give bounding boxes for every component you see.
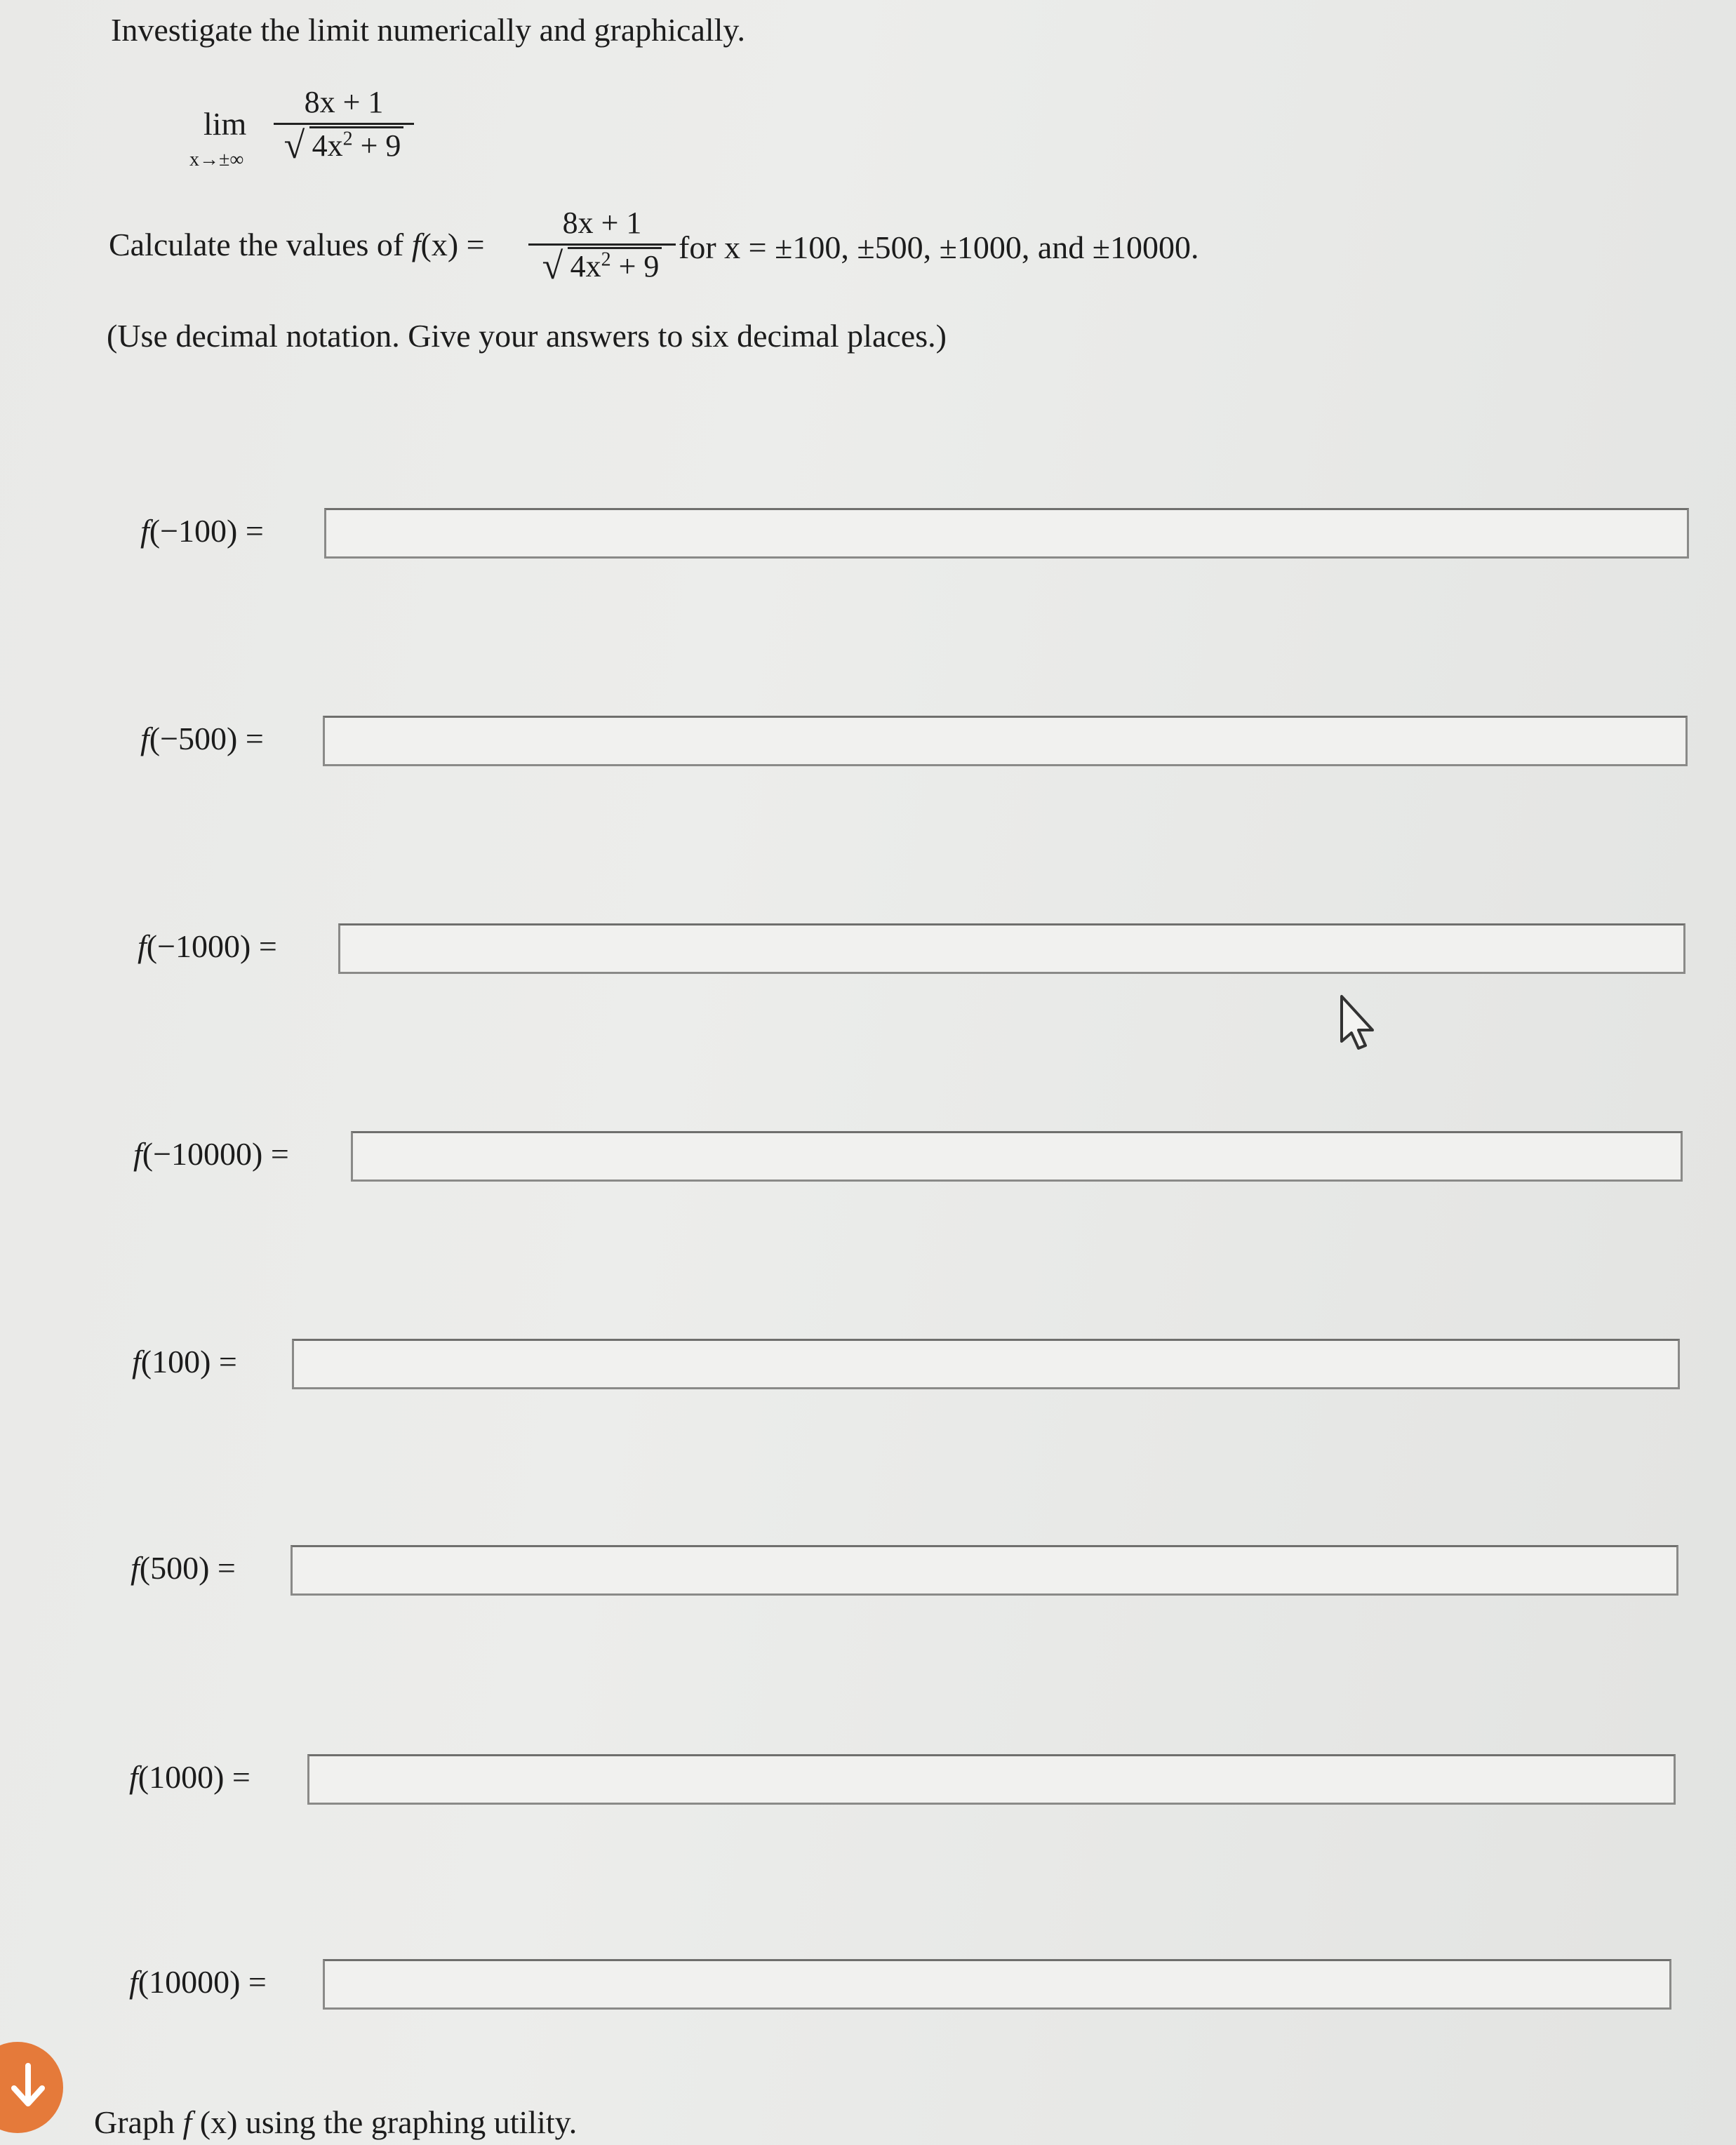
answer-input-500[interactable]	[291, 1545, 1678, 1596]
radicand-tail: + 9	[352, 128, 401, 163]
answer-input-100[interactable]	[292, 1339, 1680, 1389]
sqrt-symbol	[542, 245, 662, 287]
radicand-base: 4x	[312, 128, 343, 163]
answer-row-neg500	[140, 716, 1691, 772]
answer-input-neg10000[interactable]	[351, 1131, 1683, 1182]
radicand-exponent: 2	[601, 248, 611, 271]
answer-row-neg100	[140, 508, 1691, 564]
f-symbol: f	[140, 513, 149, 549]
calc-denominator	[528, 245, 676, 287]
f-symbol: f	[138, 928, 147, 964]
answer-input-neg1000[interactable]	[338, 923, 1685, 974]
answer-input-neg500[interactable]	[323, 716, 1688, 766]
answer-label	[132, 1343, 237, 1380]
mouse-pointer-icon	[1335, 992, 1391, 1062]
lim-word: lim	[203, 106, 247, 142]
lim-subscript: x→±∞	[189, 149, 244, 171]
answer-row-neg10000	[133, 1131, 1684, 1187]
graph-suffix: (x) using the graphing utility.	[192, 2104, 577, 2140]
answer-label-text: (−1000) =	[146, 928, 277, 964]
answer-row-neg1000	[138, 923, 1688, 980]
answer-label	[140, 720, 264, 757]
question-heading: Investigate the limit numerically and graphically.	[111, 12, 745, 48]
fx-arg: (x) =	[420, 227, 485, 262]
limit-expression	[189, 84, 421, 189]
f-symbol: f	[129, 1964, 138, 2000]
answer-label-text: (−500) =	[149, 721, 264, 756]
radical-sign-icon: √	[542, 245, 563, 287]
calc-prefix: Calculate the values of	[109, 227, 412, 262]
limit-denominator	[274, 124, 414, 166]
answer-label-text: (10000) =	[138, 1964, 267, 2000]
radicand-base: 4x	[570, 249, 601, 283]
answer-input-neg100[interactable]	[324, 508, 1689, 559]
calc-fraction	[528, 205, 676, 287]
answer-row-1000	[129, 1754, 1680, 1810]
answer-label-text: (−10000) =	[142, 1136, 289, 1172]
answer-label	[131, 1549, 236, 1586]
answer-label	[129, 1758, 251, 1796]
calc-prefix-line	[109, 226, 485, 263]
radicand-tail: + 9	[610, 249, 660, 283]
sqrt-symbol	[283, 124, 404, 166]
f-symbol: f	[129, 1759, 138, 1795]
f-symbol: f	[140, 721, 149, 756]
limit-numerator: 8x + 1	[304, 85, 384, 119]
answer-row-10000	[129, 1959, 1680, 2015]
answer-label-text: (500) =	[139, 1550, 236, 1586]
answer-row-100	[132, 1339, 1683, 1395]
answer-label	[140, 512, 264, 549]
f-symbol: f	[131, 1550, 140, 1586]
download-badge[interactable]	[0, 2042, 63, 2133]
f-symbol: f	[133, 1136, 142, 1172]
radical-sign-icon: √	[283, 124, 305, 166]
answer-label-text: (−100) =	[149, 513, 264, 549]
f-symbol: f	[182, 2104, 192, 2140]
decimal-note: (Use decimal notation. Give your answers to six decimal places.)	[107, 318, 947, 354]
answer-input-1000[interactable]	[307, 1754, 1676, 1805]
f-symbol: f	[132, 1344, 141, 1379]
answer-label	[138, 928, 277, 965]
radicand-exponent: 2	[342, 128, 353, 150]
arrow-down-icon	[7, 2062, 49, 2111]
answer-label	[129, 1963, 267, 2000]
answer-label-text: (100) =	[140, 1344, 237, 1379]
graph-prefix: Graph	[94, 2104, 183, 2140]
f-symbol: f	[411, 227, 421, 262]
answer-label	[133, 1135, 289, 1172]
calc-numerator: 8x + 1	[562, 206, 642, 240]
limit-fraction	[274, 84, 414, 166]
graph-instruction	[94, 2104, 577, 2141]
calc-instruction	[109, 205, 1652, 310]
answer-row-500	[131, 1545, 1681, 1601]
calc-suffix: for x = ±100, ±500, ±1000, and ±10000.	[679, 229, 1199, 265]
answer-label-text: (1000) =	[138, 1759, 251, 1795]
answer-input-10000[interactable]	[323, 1959, 1671, 2010]
